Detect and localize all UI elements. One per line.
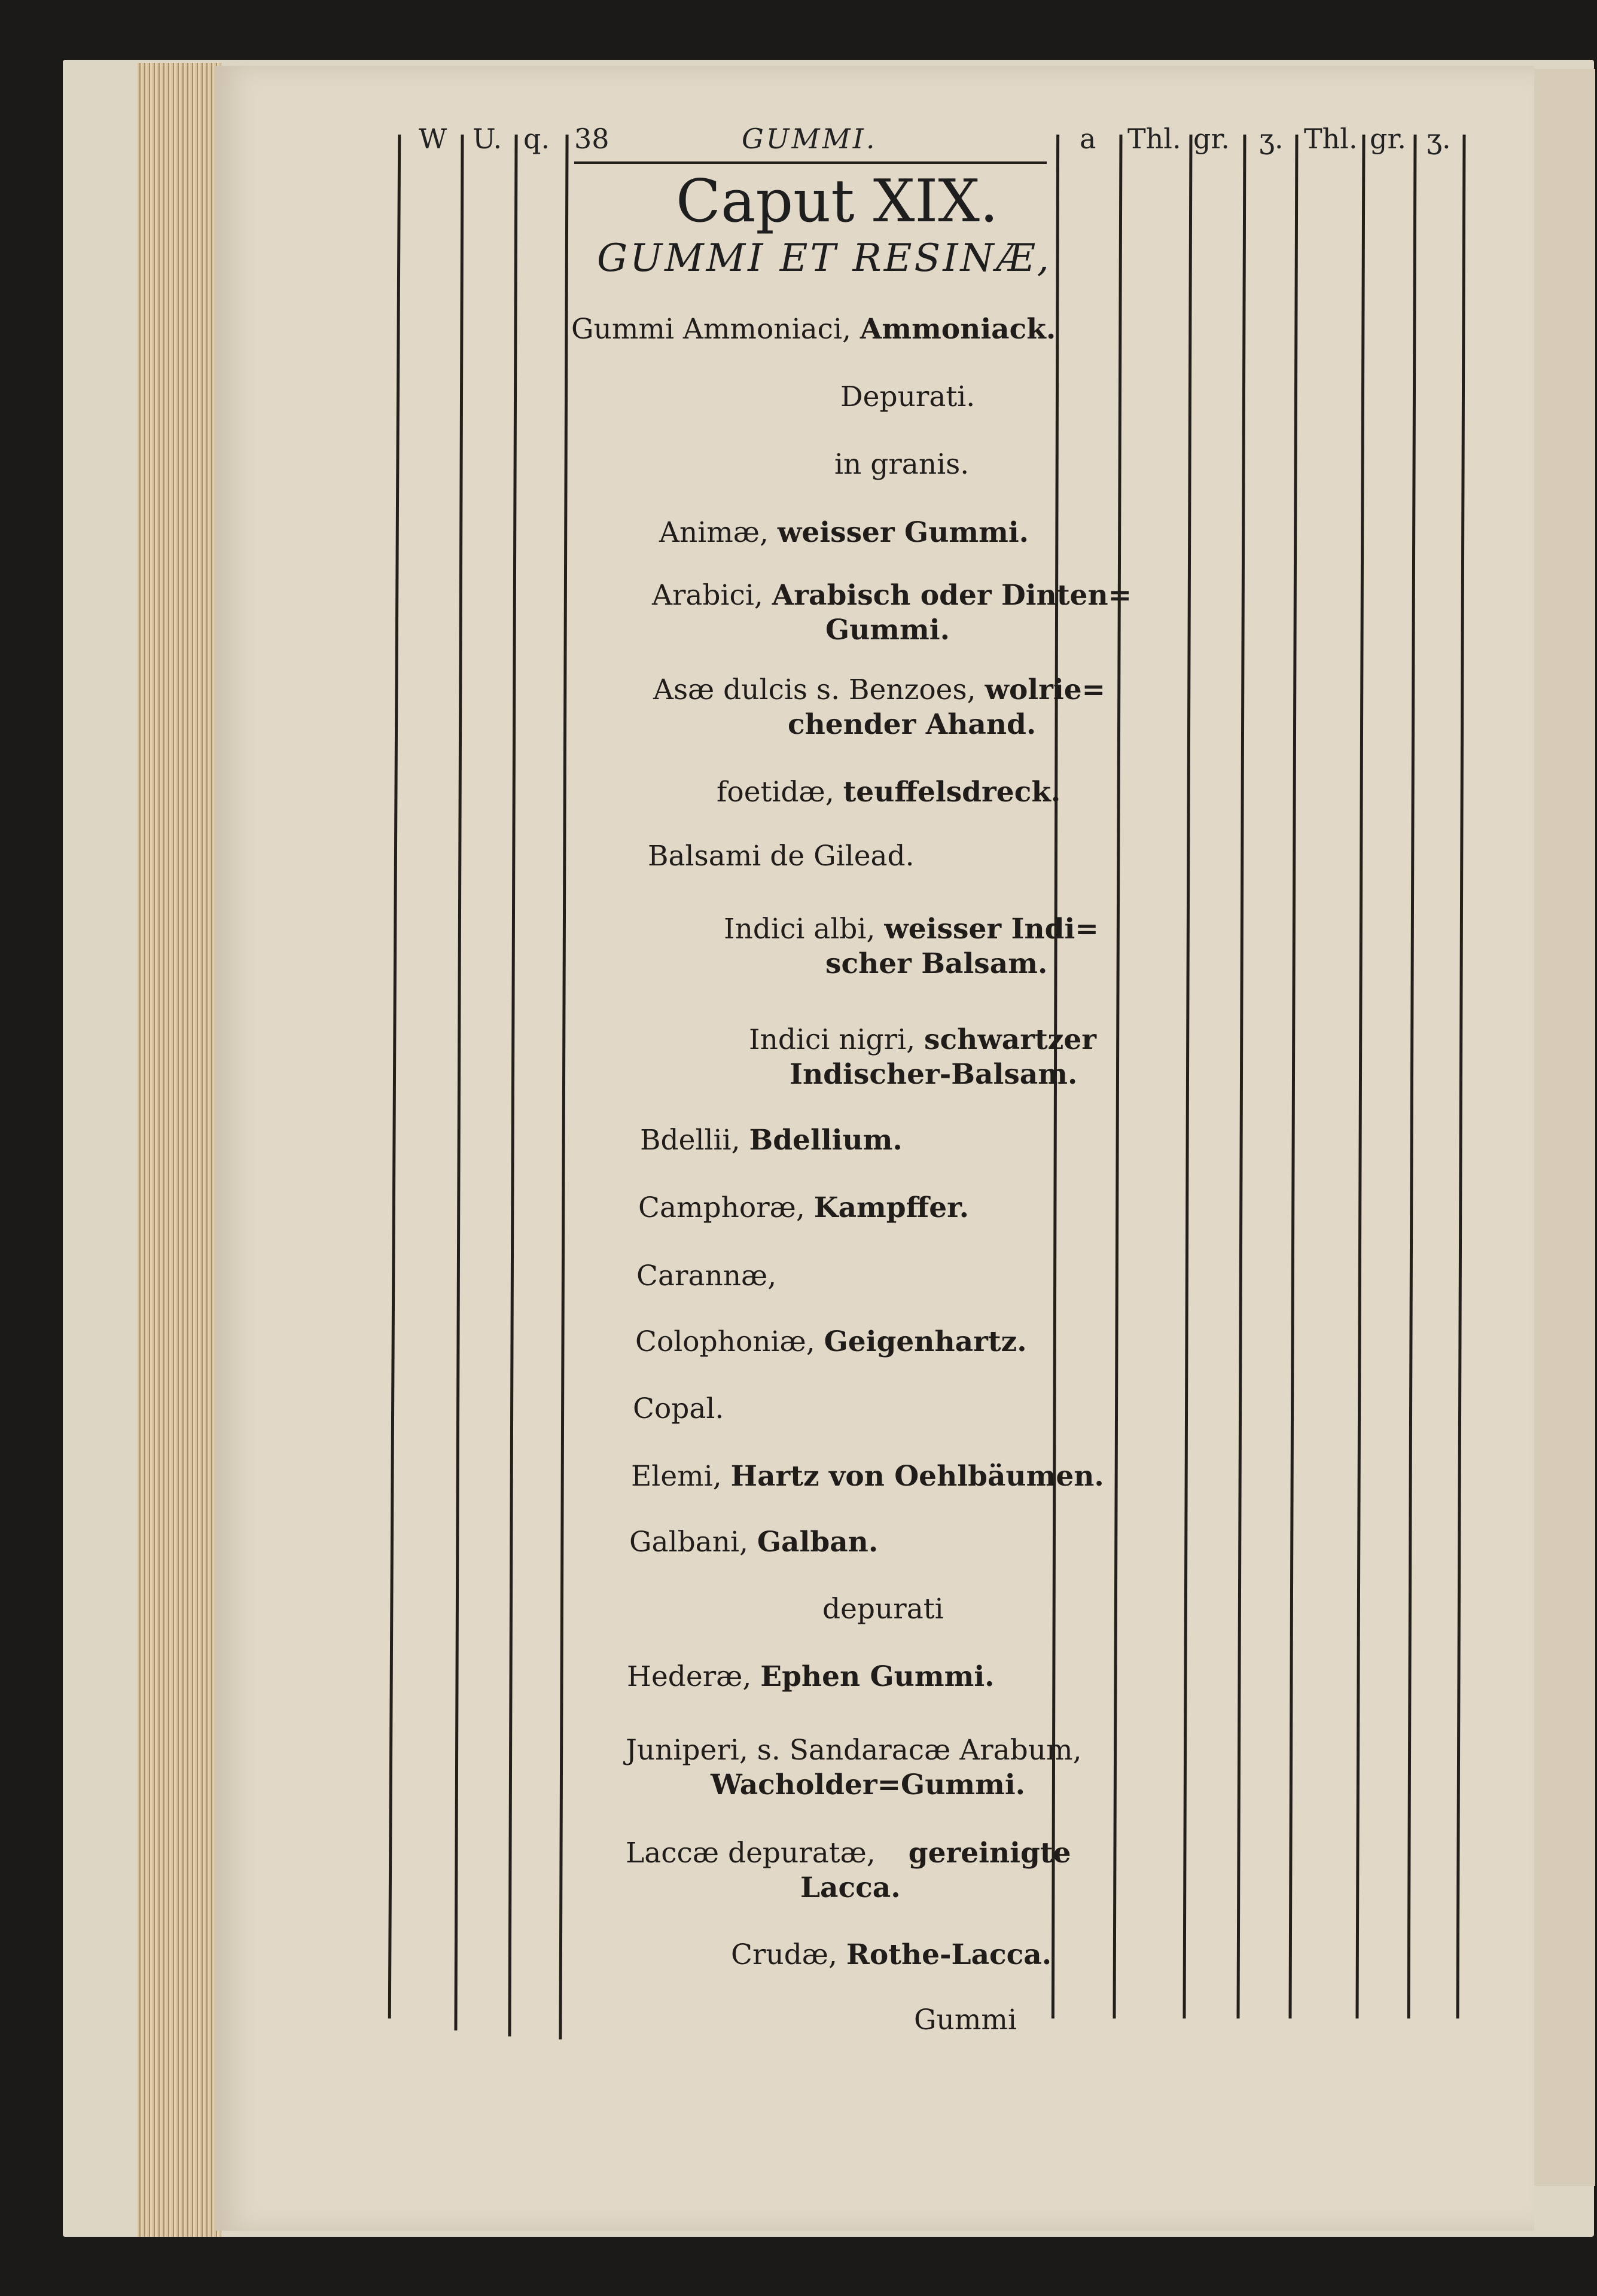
german-name: weisser Gummi. [777,516,1029,549]
chapter-subtitle: GUMMI ET RESINÆ, [597,236,1052,280]
german-name: Arabisch oder Dinten= [772,579,1132,612]
header-price-pf: ʒ. [1427,123,1451,155]
german-continuation: scher Balsam. [825,947,1048,980]
list-item [648,839,915,874]
list-item [731,1938,1052,1972]
next-page-edge [1525,69,1595,2186]
latin-name: foetidæ, [717,776,834,809]
page-number: 38 [574,123,609,155]
latin-name: Balsami de Gilead. [648,840,915,873]
list-item [749,1023,1096,1092]
latin-name: Indici albi, [724,913,876,946]
list-item [822,1592,944,1627]
latin-name: Indici nigri, [749,1023,916,1056]
latin-name: Camphoræ, [638,1191,805,1224]
header-col-a: a [1080,123,1096,155]
latin-name: Colophoniæ, [635,1325,815,1358]
german-name: Ephen Gummi. [760,1660,995,1693]
german-name: Galban. [757,1526,879,1559]
list-item [626,1733,1082,1803]
latin-name: Animæ, [659,516,769,549]
list-item [629,1525,878,1560]
german-name: Bdellium. [749,1124,903,1157]
list-item [652,578,1132,648]
latin-name: Juniperi, s. Sandaracæ Arabum, [626,1734,1082,1767]
list-item [834,447,969,482]
header-price-thl: Thl. [1127,123,1181,155]
german-continuation: Wacholder=Gummi. [711,1769,1026,1801]
latin-name: Crudæ, [731,1938,837,1971]
list-item [635,1325,1027,1359]
german-name: Ammoniack. [860,313,1056,346]
german-continuation: Indischer-Balsam. [790,1058,1078,1091]
header-rule [574,161,1047,164]
latin-name: Asæ dulcis s. Benzoes, [653,673,976,706]
list-item [571,312,1056,347]
list-item [659,516,1029,550]
header-price-pf: ʒ. [1259,123,1284,155]
list-item [724,912,1099,981]
header-price-gr: gr. [1193,123,1230,155]
list-item [640,1123,903,1158]
list-item [633,1392,724,1426]
list-item [631,1459,1104,1494]
list-item [627,1660,995,1694]
german-name: gereinigte [908,1837,1071,1870]
latin-name: Hederæ, [627,1660,752,1693]
german-name: weisser Indi= [884,913,1099,946]
list-item [636,1259,776,1294]
latin-name: Bdellii, [640,1124,740,1157]
latin-name: Copal. [633,1392,724,1425]
latin-name: Galbani, [629,1526,748,1559]
page-edges [138,63,221,2237]
german-continuation: Gummi. [825,614,950,647]
header-price-gr: gr. [1370,123,1407,155]
latin-name: Gummi Ammoniaci, [571,313,851,346]
german-name: wolrie= [985,673,1106,706]
latin-name: Depurati. [840,380,976,413]
latin-name: Elemi, [631,1460,722,1493]
catchword: Gummi [914,2004,1017,2036]
header-col-u: U. [473,123,502,155]
german-name: Kampffer. [813,1191,969,1224]
latin-name: depurati [822,1593,944,1626]
latin-name: Carannæ, [636,1260,777,1292]
german-continuation: Lacca. [800,1871,901,1904]
german-continuation: chender Ahand. [788,708,1037,741]
german-name: Geigenhartz. [824,1325,1027,1358]
header-col-q: q. [523,123,550,155]
latin-name: in granis. [834,448,970,481]
header-col-wt: W [419,123,447,155]
header-price-thl: Thl. [1304,123,1358,155]
list-item [626,1836,1071,1905]
list-item [840,380,975,414]
german-name: teuffelsdreck. [843,776,1061,809]
german-name: Hartz von Oehlbäumen. [730,1460,1104,1493]
latin-name: Arabici, [652,579,763,612]
list-item [653,673,1105,742]
list-item [717,775,1060,810]
list-item [638,1191,969,1225]
german-name: Rothe-Lacca. [846,1938,1052,1971]
german-name: schwartzer [924,1023,1097,1056]
latin-name: Laccæ depuratæ, [626,1837,876,1870]
chapter-title: Caput XIX. [676,167,999,236]
running-head: GUMMI. [742,123,877,155]
